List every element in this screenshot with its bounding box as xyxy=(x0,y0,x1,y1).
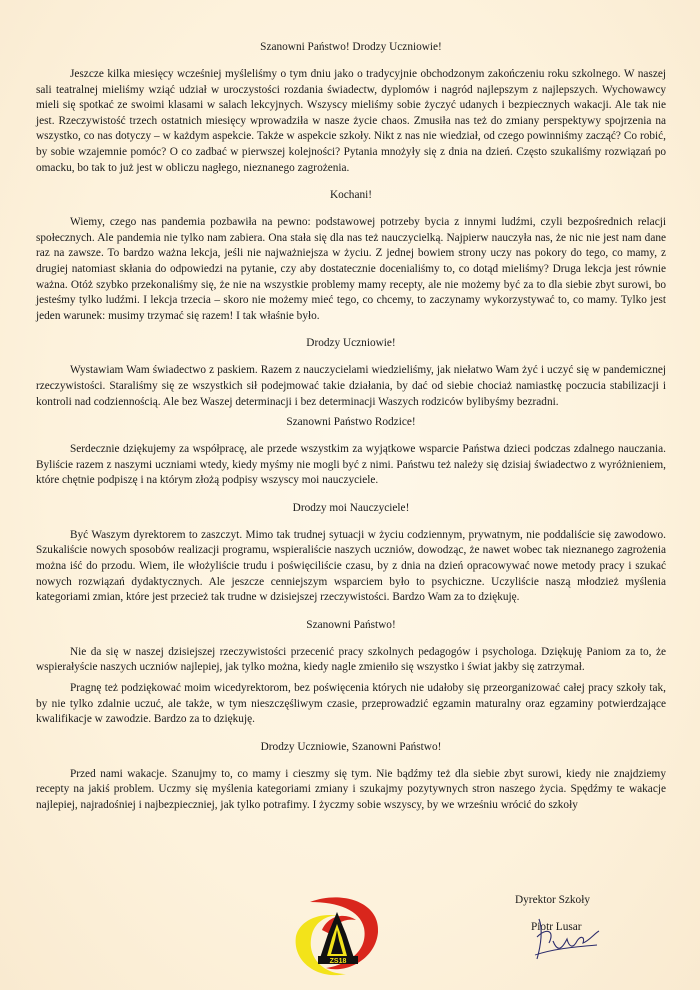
section-heading: Drodzy Uczniowie! xyxy=(306,337,396,350)
letter-paragraph: Być Waszym dyrektorem to zaszczyt. Mimo tak trudnej sytuacji w życiu codziennym, prywatnym, nie poddaliście się zawodowo. Szukaliście nowych sposobów realizacji programu, wspieraliście naszych uczniów, dowodząc, że nawet wobec tak nieznanego zagrożenia można iść do przodu. Wiem, ile włożyliście trudu i poświęciliście czasu, by z dnia na dzień opracowywać nowe metody pracy i szukać nowych rozwiązań dydaktycznych. Ale jeszcze cenniejszym wsparciem było to psychiczne. Uczyliście naszą młodzież myślenia kategoriami zmian, które jest przecież tak trudne w dzisiejszej rzeczywistości. Bardzo Wam za to dziękuję. xyxy=(36,528,666,604)
section-heading: Drodzy Uczniowie, Szanowni Państwo! xyxy=(260,740,442,753)
section-heading: Kochani! xyxy=(329,189,373,202)
school-logo-graphic xyxy=(282,890,392,980)
letter-paragraph: Nie da się w naszej dzisiejszej rzeczywistości przecenić pracy szkolnych pedagogów i psychologa. Dziękuję Paniom za to, że wspierałyście naszych uczniów najlepiej, jak tylko można, kiedy nagle zmieniło się wszystko i świat jakby się zatrzymał. xyxy=(36,645,666,674)
section-heading: Szanowni Państwo Rodzice! xyxy=(286,416,416,429)
section-heading: Szanowni Państwo! xyxy=(306,618,396,631)
signature-name: Piotr Lusar xyxy=(531,921,582,933)
handwritten-signature xyxy=(533,915,603,965)
signature-title: Dyrektor Szkoły xyxy=(515,894,590,906)
section-heading: Szanowni Państwo! Drodzy Uczniowie! xyxy=(260,41,442,53)
letter-paragraph: Wiemy, czego nas pandemia pozbawiła na pewno: podstawowej potrzeby bycia z innymi ludźmi, czyli bezpośrednich relacji społecznych. Ale pandemia nie tylko nam zabiera. Ona stała się dla nas też nauczycielką. Najpierw nauczyła nas, że nic nie jest nam dane raz na zawsze. To bardzo ważna lekcja, jeśli nie najważniejsza w życiu. Z jednej bowiem strony uczy nas pokory do tego, co mamy, z drugiej natomiast skłania do odpowiedzi na pytanie, czy aby dostatecznie docenialiśmy to, co dotąd mieliśmy? Druga lekcja jest równie ważna. Otóż szybko przekonaliśmy się, że nie na wszystkie problemy mamy recepty, ale nie możemy być za to dla siebie zbyt surowi, bo jesteśmy tylko ludźmi. I lekcja trzecia – skoro nie możemy mieć tego, co chcemy, to zaczynamy wykorzystywać to, co mamy. Tylko jest jeden warunek: musimy trzymać się razem! I tak właśnie było. xyxy=(36,216,666,322)
section-heading: Drodzy moi Nauczyciele! xyxy=(292,501,410,514)
svg-text:ZS18: ZS18 xyxy=(329,958,347,965)
letter-paragraph: Serdecznie dziękujemy za współpracę, ale przede wszystkim za wyjątkowe wsparcie Państwa dzieci podczas zdalnego nauczania. Byliście razem z naszymi uczniami wtedy, kiedy myśmy nie mogli być z nimi. Państwu też należy się dzisiaj świadectwo z wyróżnieniem, które chętnie podpiszę i na którym złożą podpisy wszyscy moi nauczyciele. xyxy=(36,443,666,487)
letter-paragraph: Wystawiam Wam świadectwo z paskiem. Razem z nauczycielami wiedzieliśmy, jak niełatwo Wam żyć i uczyć się w pandemicznej rzeczywistości. Staraliśmy się ze wszystkich sił podejmować takie działania, by dać od siebie chociaż namiastkę poczucia stabilizacji i kontroli nad codziennością. Ale bez Waszej determinacji i bez determinacji Waszych rodziców bylibyśmy bezradni. xyxy=(36,364,666,408)
school-logo xyxy=(282,890,392,985)
letter-paragraph: Przed nami wakacje. Szanujmy to, co mamy i cieszmy się tym. Nie bądźmy też dla siebie zbyt surowi, kiedy nie znajdziemy recepty na jakiś problem. Uczmy się myślenia kategoriami zmiany i szukajmy pozytywnych stron naszego życia. Spędźmy te wakacje najlepiej, najradośniej i najbezpieczniej, jak tylko potrafimy. I życzmy sobie wszyscy, by we wrześniu wrócić do szkoły xyxy=(36,767,666,811)
letter-paragraph: Jeszcze kilka miesięcy wcześniej myśleliśmy o tym dniu jako o tradycyjnie obchodzonym zakończeniu roku szkolnego. W naszej sali teatralnej mieliśmy wziąć udział w uroczystości rozdania świadectw, dyplomów i nagród najlepszym z najlepszych. Wychowawcy mieli się spotkać ze swoimi klasami w salach lekcyjnych. Wszyscy mieliśmy sobie życzyć udanych i bezpiecznych wakacji. Ale tak nie jest. Rzeczywistość trzech ostatnich miesięcy wprowadziła w nasze życie chaos. Zmusiła nas też do zmiany perspektywy spojrzenia na wszystko, co nas dotyczy – w każdym aspekcie. Także w aspekcie szkoły. Nikt z nas nie wiedział, od czego powinniśmy zacząć? Co robić, by sobie wzajemnie pomóc? O co zadbać w pierwszej kolejności? Pytania mnożyły się z dnia na dzień. Często szukaliśmy rozwiązań po omacku, bo tak to już jest w obliczu nagłego, nieznanego zagrożenia. xyxy=(36,68,666,174)
letter-paragraph: Pragnę też podziękować moim wicedyrektorom, bez poświęcenia których nie udałoby się przeorganizować całej pracy szkoły tak, by nie tylko zdalnie uczuć, ale także, w tym nieszczęśliwym czasie, przeprowadzić egzamin maturalny oraz egzaminy potwierdzające kwalifikacje w zawodzie. Bardzo za to dziękuję. xyxy=(36,682,666,726)
signature-block xyxy=(515,893,665,935)
